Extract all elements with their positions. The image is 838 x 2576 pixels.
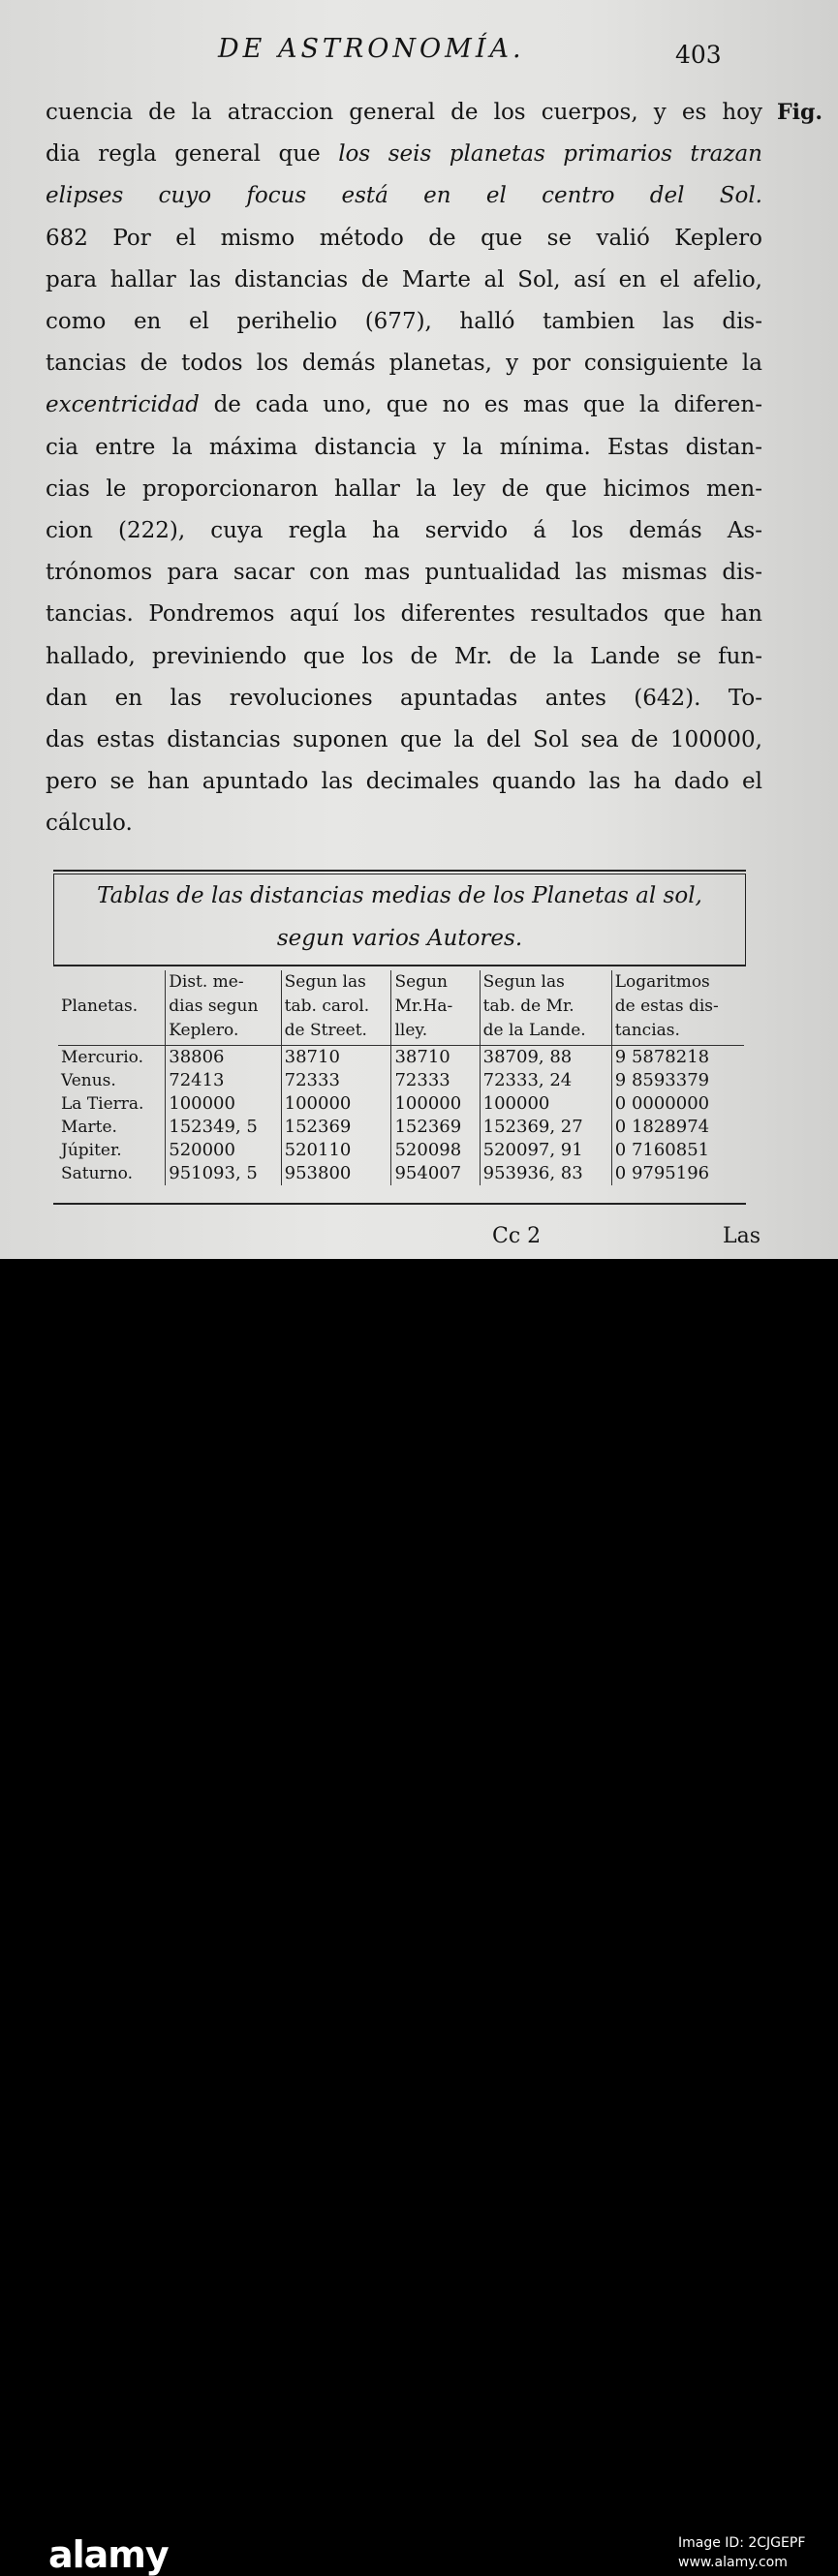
table-cell: 0 0000000 [611, 1092, 744, 1116]
planet-name: La Tierra. [61, 1094, 144, 1114]
table-cell: 9 8593379 [611, 1069, 744, 1092]
margin-label: Fig. [777, 100, 823, 125]
text-segment: de cada uno, que no es mas que la diferen- [199, 392, 762, 418]
signature-mark: Cc 2 [492, 1224, 542, 1248]
distance-data-table [58, 970, 744, 1185]
text-line: cálculo. [46, 811, 133, 837]
table-cell: 9 5878218 [611, 1046, 744, 1070]
table-row [58, 1092, 744, 1116]
table-header-cell: Segun las tab. de Mr. de la Lande. [480, 970, 611, 1046]
table-body [58, 1046, 744, 1186]
table-header-cell: Logaritmos de estas dis- tancias. [611, 970, 744, 1046]
table-cell: 152369 [391, 1116, 480, 1139]
text-line: tancias de todos los demás planetas, y por consiguiente la [46, 351, 762, 377]
table-cell: 953936, 83 [480, 1162, 611, 1185]
text-line [46, 390, 762, 419]
table-cell: 152369 [281, 1116, 391, 1139]
page-number: 403 [675, 41, 722, 69]
table-cell: 520110 [281, 1139, 391, 1162]
table-cell: 152349, 5 [166, 1116, 281, 1139]
table-cell: 0 9795196 [611, 1162, 744, 1185]
distance-table [53, 870, 746, 1207]
image-id: Image ID: 2CJGEPF [678, 2535, 806, 2551]
caption-left-rule [53, 874, 54, 966]
table-row [58, 1046, 744, 1070]
table-cell: 953800 [281, 1162, 391, 1185]
table-cell: 38710 [281, 1046, 391, 1070]
text-line: para hallar las distancias de Marte al Sol, así en el afelio, [46, 266, 762, 292]
table-bottom-rule [53, 1203, 746, 1205]
table-cell: 72333 [391, 1069, 480, 1092]
table-cell: 38806 [166, 1046, 281, 1070]
text-line: pero se han apuntado las decimales quando las ha dado el [46, 769, 762, 795]
table-cell: 100000 [281, 1092, 391, 1116]
table-cell: 100000 [480, 1092, 611, 1116]
table-cell: 152369, 27 [480, 1116, 611, 1139]
watermark-footer [0, 1259, 838, 2576]
text-line: cion (222), cuya regla ha servido á los demás As- [46, 518, 762, 543]
text-segment: los seis planetas primarios trazan [338, 141, 762, 168]
table-cell: 72333 [281, 1069, 391, 1092]
table-cell: 0 1828974 [611, 1116, 744, 1139]
table-header-row [58, 970, 744, 1046]
book-page [0, 0, 838, 1259]
table-cell: 520097, 91 [480, 1139, 611, 1162]
stock-info [678, 2533, 805, 2572]
text-line [46, 139, 762, 169]
stock-logo: alamy [48, 2533, 169, 2576]
table-cell: 100000 [391, 1092, 480, 1116]
text-segment: dia regla general que [46, 141, 339, 168]
caption-rule [53, 965, 746, 966]
text-line: como en el perihelio (677), halló tambien las dis- [46, 309, 762, 334]
text-segment: excentricidad [46, 392, 200, 418]
table-cell: 951093, 5 [166, 1162, 281, 1185]
table-cell: 954007 [391, 1162, 480, 1185]
table-cell: 100000 [166, 1092, 281, 1116]
table-row [58, 1069, 744, 1092]
planet-name: Marte. [61, 1118, 117, 1137]
text-line: das estas distancias suponen que la del Sol sea de 100000, [46, 727, 762, 752]
text-line: hallado, previniendo que los de Mr. de la Lande se fun- [46, 643, 762, 669]
table-cell: 520000 [166, 1139, 281, 1162]
text-line: cia entre la máxima distancia y la mínima. Estas distan- [46, 434, 762, 460]
table-header-cell: Segun las tab. carol. de Street. [281, 970, 391, 1046]
planet-name: Venus. [61, 1071, 116, 1090]
table-cell: 72413 [166, 1069, 281, 1092]
table-row [58, 1139, 744, 1162]
table-header-cell: Segun Mr.Ha- lley. [391, 970, 480, 1046]
table-header-cell: Dist. me- dias segun Keplero. [166, 970, 281, 1046]
planet-name: Júpiter. [61, 1141, 122, 1160]
table-row [58, 1116, 744, 1139]
text-line: elipses cuyo focus está en el centro del Sol. [46, 183, 762, 209]
text-line: cias le proporcionaron hallar la ley de que hicimos men- [46, 475, 762, 502]
table-cell: 0 7160851 [611, 1139, 744, 1162]
table-cell: 520098 [391, 1139, 480, 1162]
table-top-rule [53, 870, 746, 872]
planet-name: Mercurio. [61, 1048, 143, 1067]
catchword: Las [723, 1224, 761, 1248]
planet-name: Saturno. [61, 1164, 133, 1183]
table-cell: 38710 [391, 1046, 480, 1070]
text-line: dan en las revoluciones apuntadas antes (642). To- [46, 685, 762, 711]
text-line: 682 Por el mismo método de que se valió Keplero [46, 225, 762, 251]
text-line: trónomos para sacar con mas puntualidad las mismas dis- [46, 560, 762, 586]
text-line: cuencia de la atraccion general de los cuerpos, y es hoy [46, 100, 762, 125]
table-header-cell: Planetas. [58, 970, 166, 1046]
running-header: DE ASTRONOMÍA. [218, 34, 525, 64]
stock-url: www.alamy.com [678, 2555, 788, 2570]
text-line: tancias. Pondremos aquí los diferentes resultados que han [46, 601, 762, 628]
caption-right-rule [745, 874, 746, 966]
table-cell: 38709, 88 [480, 1046, 611, 1070]
table-caption-line2: segun varios Autores. [276, 926, 523, 951]
table-cell: 72333, 24 [480, 1069, 611, 1092]
table-caption-line1: Tablas de las distancias medias de los Planetas al sol, [97, 883, 702, 908]
table-row [58, 1162, 744, 1185]
